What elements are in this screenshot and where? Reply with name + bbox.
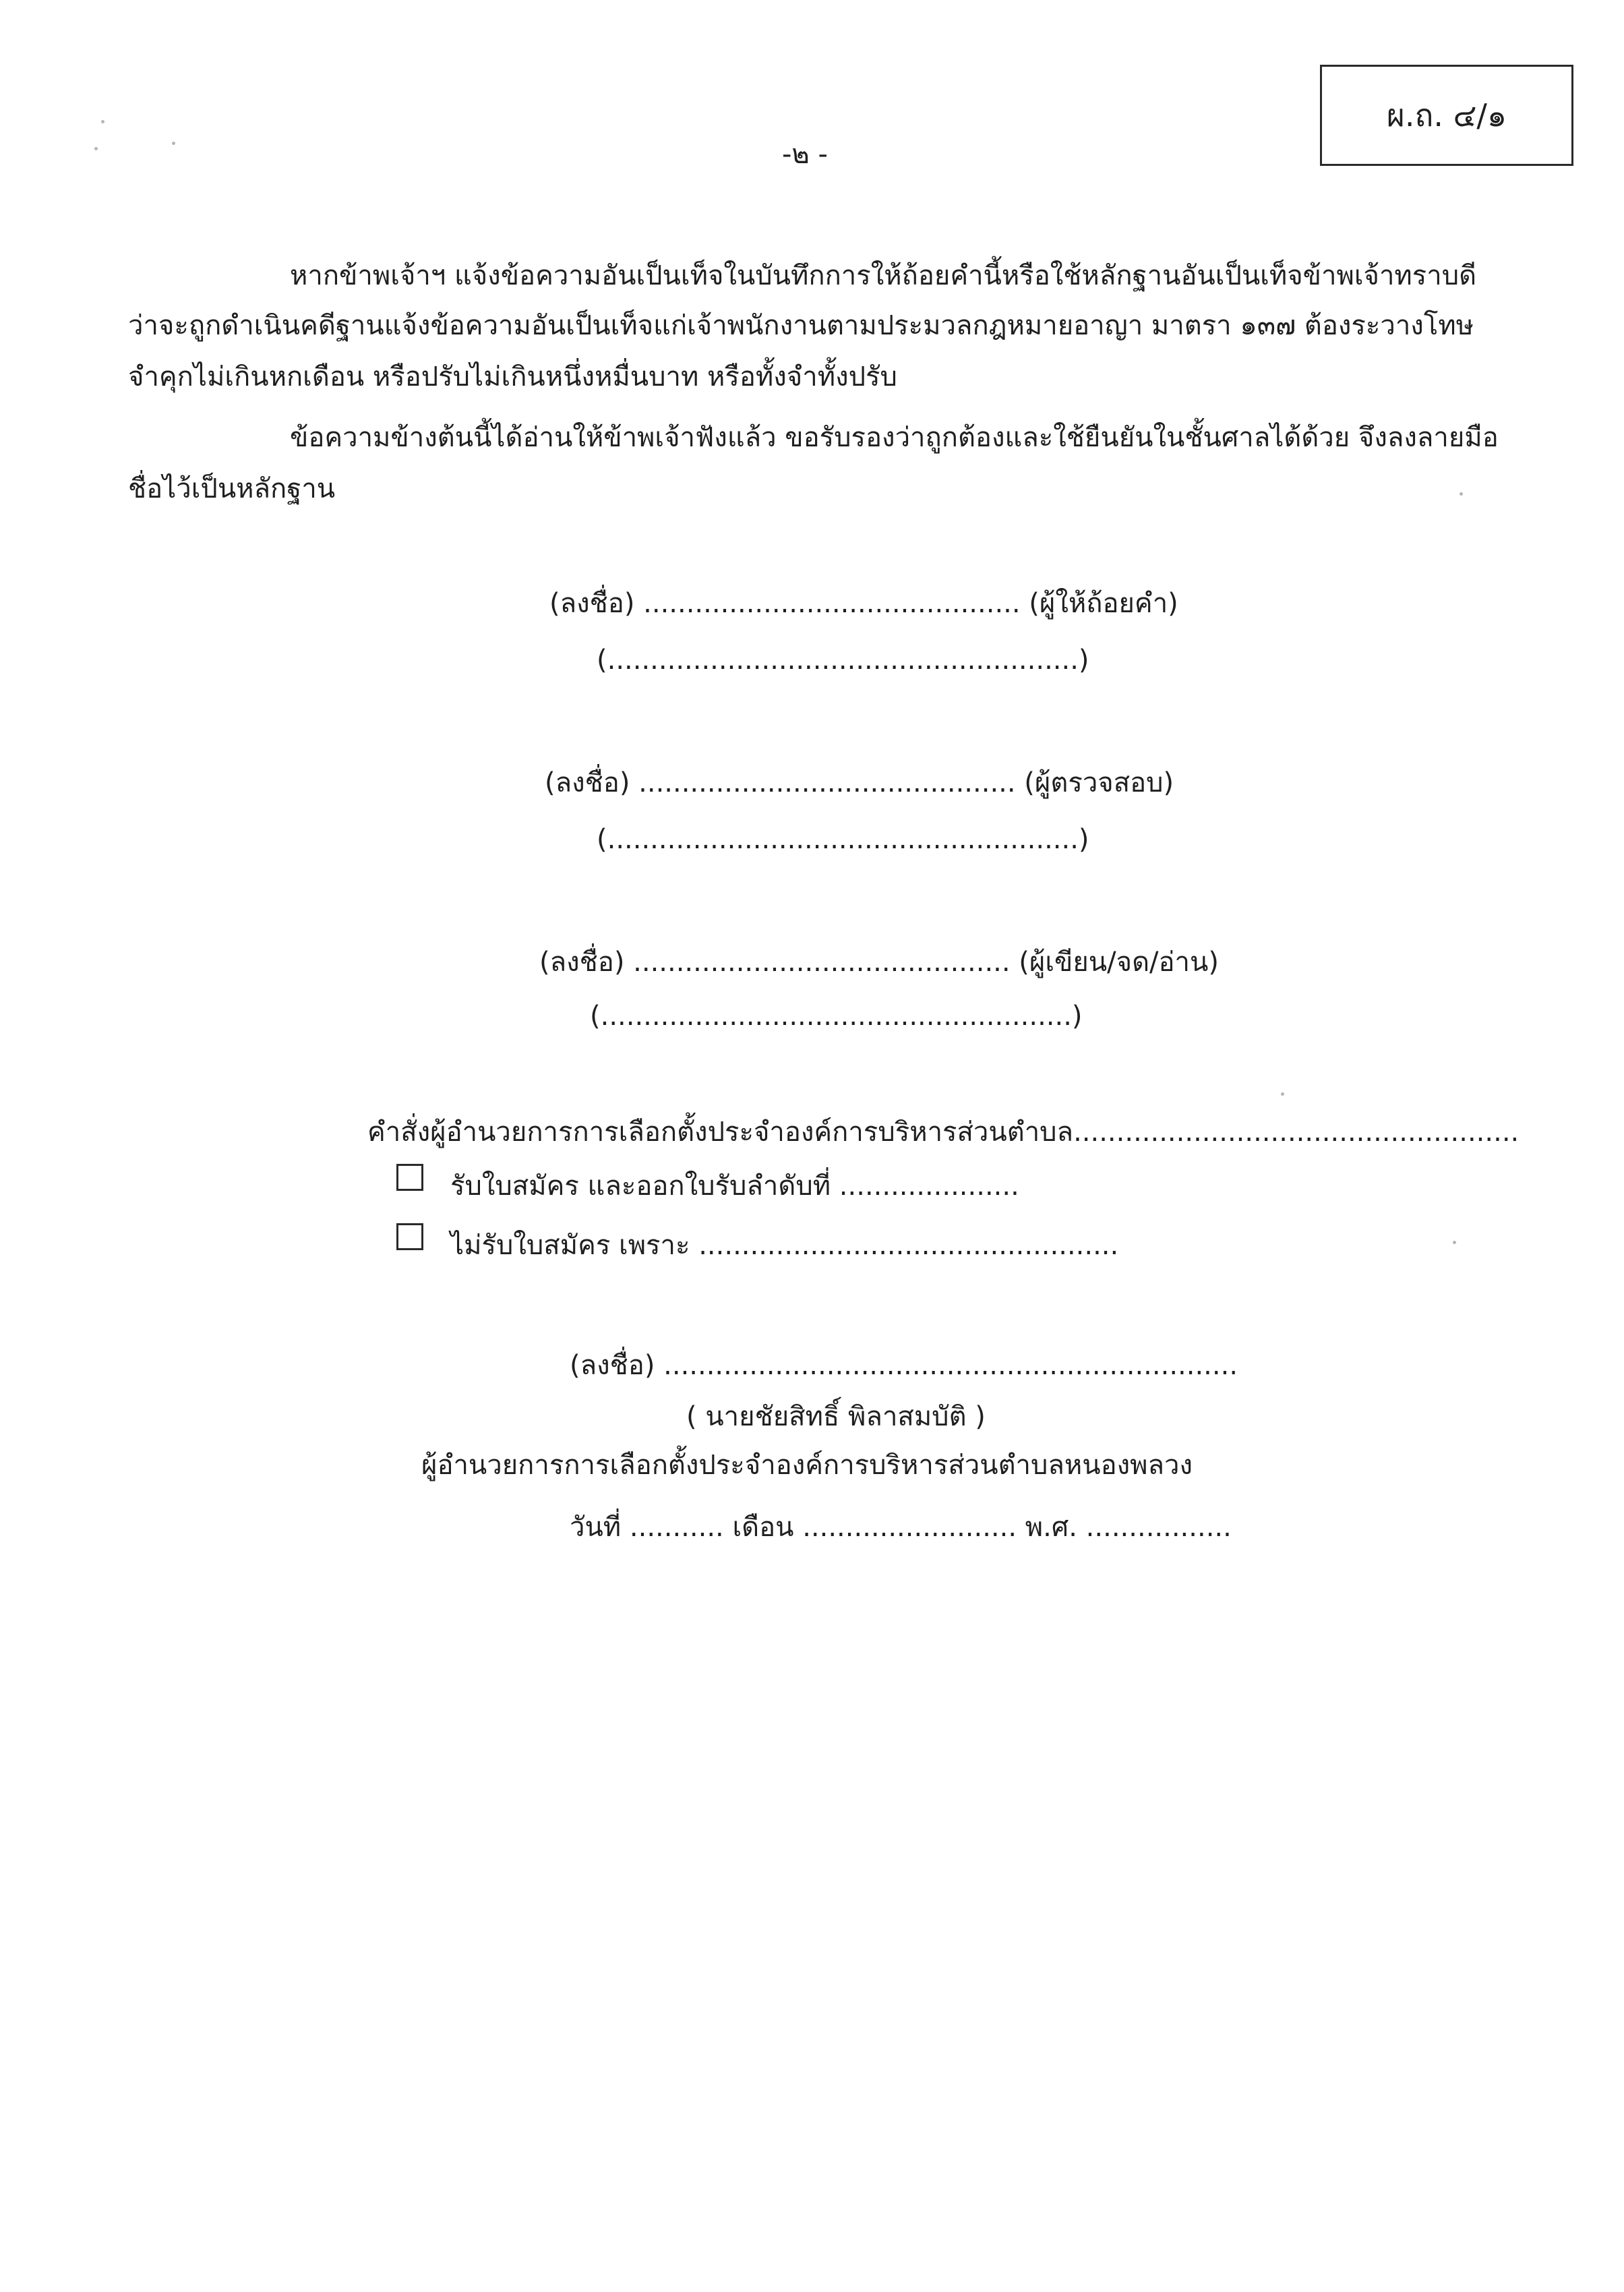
scan-speck (1453, 1241, 1456, 1244)
order-title: คำสั่งผู้อำนวยการการเลือกตั้งประจำองค์การบริหารส่วนตำบล.................................................... (367, 1117, 1520, 1148)
official-signature-line: (ลงชื่อ) ................................................................... (570, 1350, 1238, 1381)
official-name: ( นายชัยสิทธิ์ พิลาสมบัติ ) (686, 1401, 986, 1432)
signature-checker-name: (.......................................................) (597, 824, 1089, 855)
signature-writer-name: (.......................................................) (590, 1001, 1083, 1032)
signature-writer-line: (ลงชื่อ) ............................................ (ผู้เขียน/จด/อ่าน) (539, 947, 1219, 978)
paragraph2-line1: ข้อความข้างต้นนี้ได้อ่านให้ข้าพเจ้าฟังแล้ว ขอรับรองว่าถูกต้องและใช้ยืนยันในชั้นศาลได้ด้วย จึงลงลายมือ (290, 422, 1499, 453)
scan-speck (94, 147, 98, 150)
signature-giver-name: (.......................................................) (597, 645, 1089, 676)
page-number: -๒ - (782, 139, 828, 170)
paragraph1-line1: หากข้าพเจ้าฯ แจ้งข้อความอันเป็นเท็จในบันทึกการให้ถ้อยคำนี้หรือใช้หลักฐานอันเป็นเท็จข้าพเจ้าทราบดี (290, 260, 1477, 291)
official-title: ผู้อำนวยการการเลือกตั้งประจำองค์การบริหารส่วนตำบลหนองพลวง (421, 1450, 1193, 1481)
form-code: ผ.ถ. ๔/๑ (1386, 96, 1507, 134)
scan-speck (1281, 1092, 1284, 1096)
accept-option-label: รับใบสมัคร และออกใบรับลำดับที่ ..................... (450, 1171, 1019, 1202)
paragraph1-line2: ว่าจะถูกดำเนินคดีฐานแจ้งข้อความอันเป็นเท็จแก่เจ้าพนักงานตามประมวลกฎหมายอาญา มาตรา ๑๓๗ ต้องระวางโทษ (128, 310, 1474, 341)
form-code-box (1320, 65, 1573, 166)
scan-speck (101, 120, 104, 123)
accept-checkbox[interactable] (396, 1164, 423, 1191)
paragraph1-line3: จำคุกไม่เกินหกเดือน หรือปรับไม่เกินหนึ่งหมื่นบาท หรือทั้งจำทั้งปรับ (128, 361, 897, 392)
reject-checkbox[interactable] (396, 1223, 423, 1250)
signature-giver-line: (ลงชื่อ) ............................................ (ผู้ให้ถ้อยคำ) (549, 588, 1178, 619)
signature-checker-line: (ลงชื่อ) ............................................ (ผู้ตรวจสอบ) (545, 767, 1174, 798)
reject-option-label: ไม่รับใบสมัคร เพราะ ................................................. (450, 1230, 1119, 1261)
scan-speck (172, 142, 175, 145)
date-line: วันที่ ........... เดือน ......................... พ.ศ. ................. (570, 1512, 1232, 1543)
scan-speck (1460, 492, 1463, 496)
paragraph2-line2: ชื่อไว้เป็นหลักฐาน (128, 473, 336, 504)
